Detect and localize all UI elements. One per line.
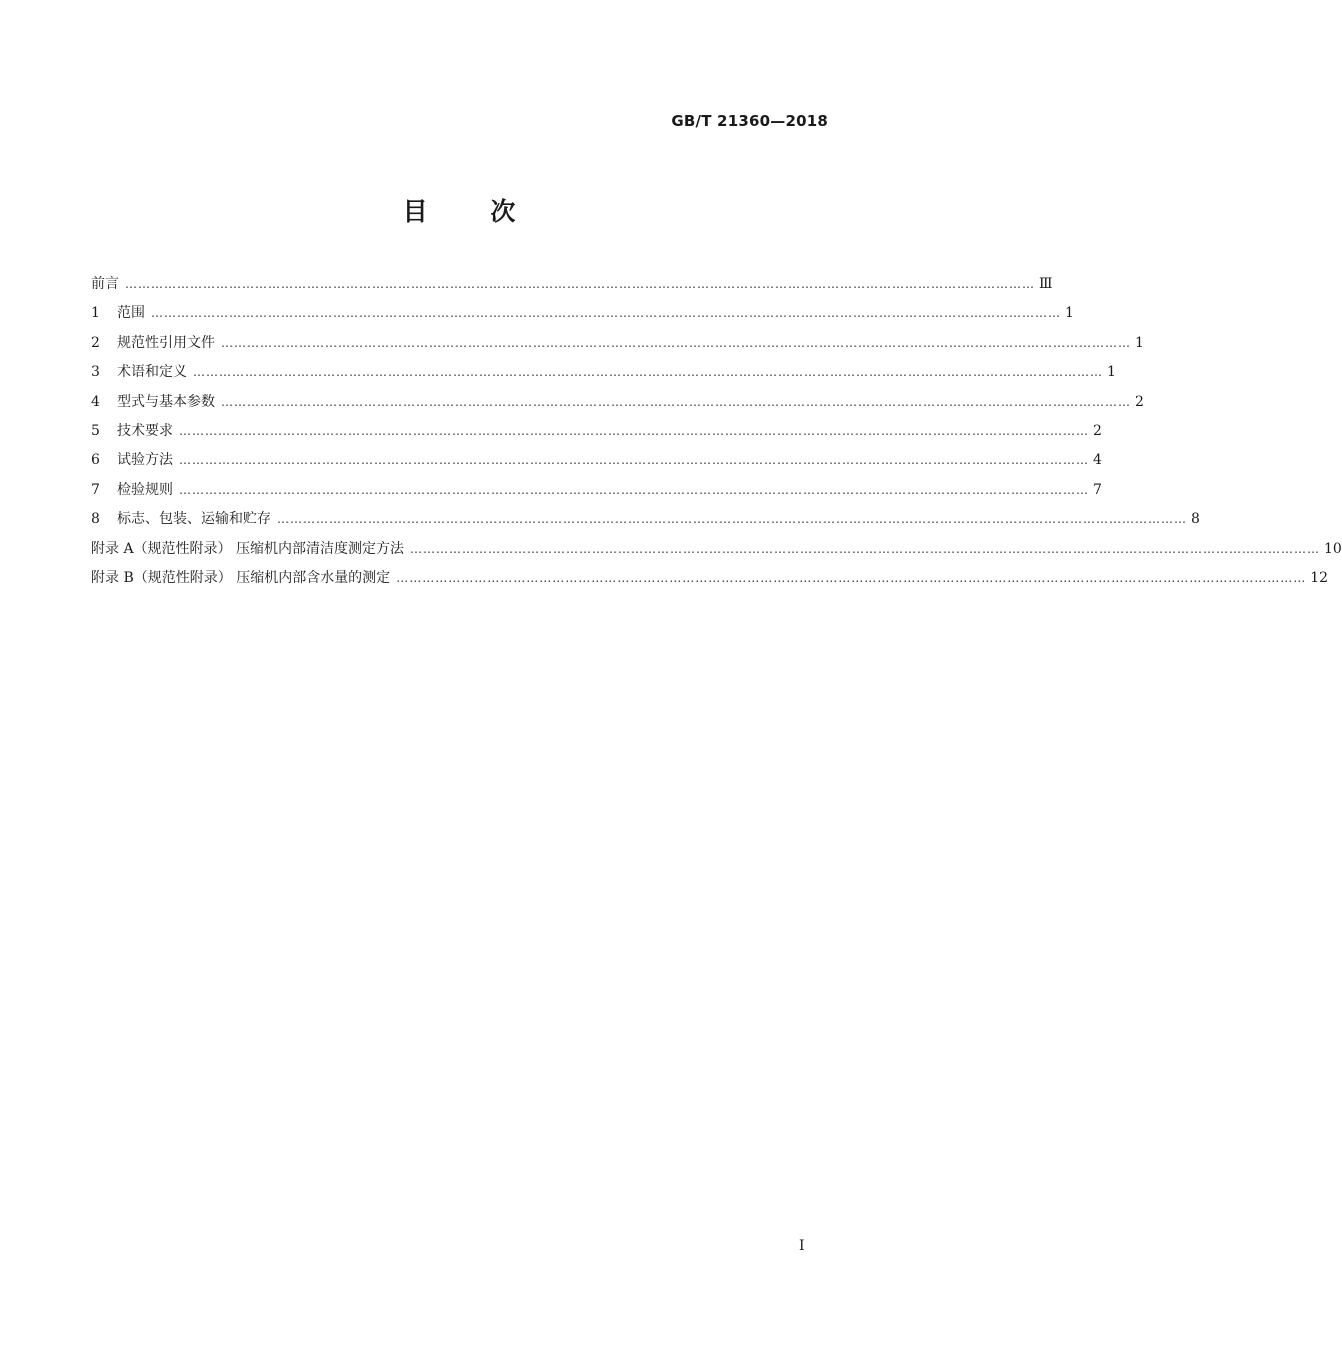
- table-of-contents: [91, 270, 1342, 593]
- toc-entry-8[interactable]: [91, 505, 1200, 534]
- toc-entry-preface[interactable]: [91, 270, 1053, 299]
- toc-entry-number: 4: [91, 393, 100, 410]
- toc-entry-page: 7: [1093, 481, 1102, 498]
- toc-entry-page: 4: [1093, 452, 1102, 469]
- toc-entry-label: 前言: [91, 276, 119, 292]
- toc-entry-number: 2: [91, 334, 100, 351]
- dot-leader: …………………………………………………………………………………………………………………………………………………………………………………………: [193, 365, 1103, 380]
- toc-entry-number: 3: [91, 364, 100, 381]
- toc-entry-page: 2: [1135, 393, 1144, 410]
- toc-entry-page: Ⅲ: [1039, 276, 1053, 292]
- dot-leader: …………………………………………………………………………………………………………………………………………………………………………………………: [221, 335, 1131, 350]
- toc-entry-label: 试验方法: [117, 452, 173, 469]
- dot-leader: …………………………………………………………………………………………………………………………………………………………………………………………: [151, 306, 1061, 321]
- toc-entry-5[interactable]: [91, 417, 1102, 446]
- page-title: 目 次: [402, 197, 518, 226]
- toc-entry-label: 检验规则: [117, 481, 173, 498]
- toc-entry-appendix-b[interactable]: [91, 564, 1329, 593]
- toc-entry-2[interactable]: [91, 329, 1144, 358]
- toc-entry-page: 8: [1191, 511, 1200, 528]
- dot-leader: …………………………………………………………………………………………………………………………………………………………………………………………: [221, 394, 1131, 409]
- toc-entry-number: 8: [91, 511, 100, 528]
- page-number: I: [799, 1238, 805, 1254]
- toc-entry-label: 附录 A（规范性附录） 压缩机内部清洁度测定方法: [91, 540, 405, 557]
- toc-entry-page: 1: [1065, 305, 1074, 322]
- dot-leader: …………………………………………………………………………………………………………………………………………………………………………………………: [179, 453, 1089, 468]
- dot-leader: …………………………………………………………………………………………………………………………………………………………………………………………: [410, 541, 1321, 556]
- toc-entry-page: 10: [1324, 540, 1342, 557]
- toc-entry-7[interactable]: [91, 476, 1102, 505]
- toc-entry-label: 型式与基本参数: [117, 393, 215, 410]
- toc-entry-appendix-a[interactable]: [91, 535, 1342, 564]
- toc-entry-1[interactable]: [91, 299, 1074, 328]
- toc-entry-page: 1: [1135, 334, 1144, 351]
- dot-leader: …………………………………………………………………………………………………………………………………………………………………………………………: [396, 570, 1307, 585]
- toc-entry-label: 技术要求: [117, 422, 173, 439]
- toc-entry-label: 术语和定义: [117, 364, 187, 381]
- dot-leader: …………………………………………………………………………………………………………………………………………………………………………………………: [125, 277, 1035, 291]
- toc-entry-page: 12: [1310, 569, 1329, 586]
- dot-leader: …………………………………………………………………………………………………………………………………………………………………………………………: [179, 423, 1089, 438]
- toc-entry-6[interactable]: [91, 446, 1102, 475]
- toc-entry-number: 7: [91, 481, 100, 498]
- toc-entry-label: 规范性引用文件: [117, 334, 215, 351]
- toc-entry-label: 范围: [117, 305, 145, 322]
- toc-entry-4[interactable]: [91, 388, 1144, 417]
- toc-entry-number: 1: [91, 305, 100, 322]
- dot-leader: …………………………………………………………………………………………………………………………………………………………………………………………: [277, 512, 1187, 527]
- toc-entry-label: 附录 B（规范性附录） 压缩机内部含水量的测定: [91, 569, 391, 586]
- standard-number: GB/T 21360—2018: [671, 112, 828, 130]
- toc-entry-label: 标志、包装、运输和贮存: [117, 511, 271, 528]
- toc-entry-3[interactable]: [91, 358, 1116, 387]
- toc-entry-number: 5: [91, 422, 100, 439]
- dot-leader: …………………………………………………………………………………………………………………………………………………………………………………………: [179, 482, 1089, 497]
- toc-entry-page: 2: [1093, 422, 1102, 439]
- toc-entry-number: 6: [91, 452, 100, 469]
- toc-entry-page: 1: [1107, 364, 1116, 381]
